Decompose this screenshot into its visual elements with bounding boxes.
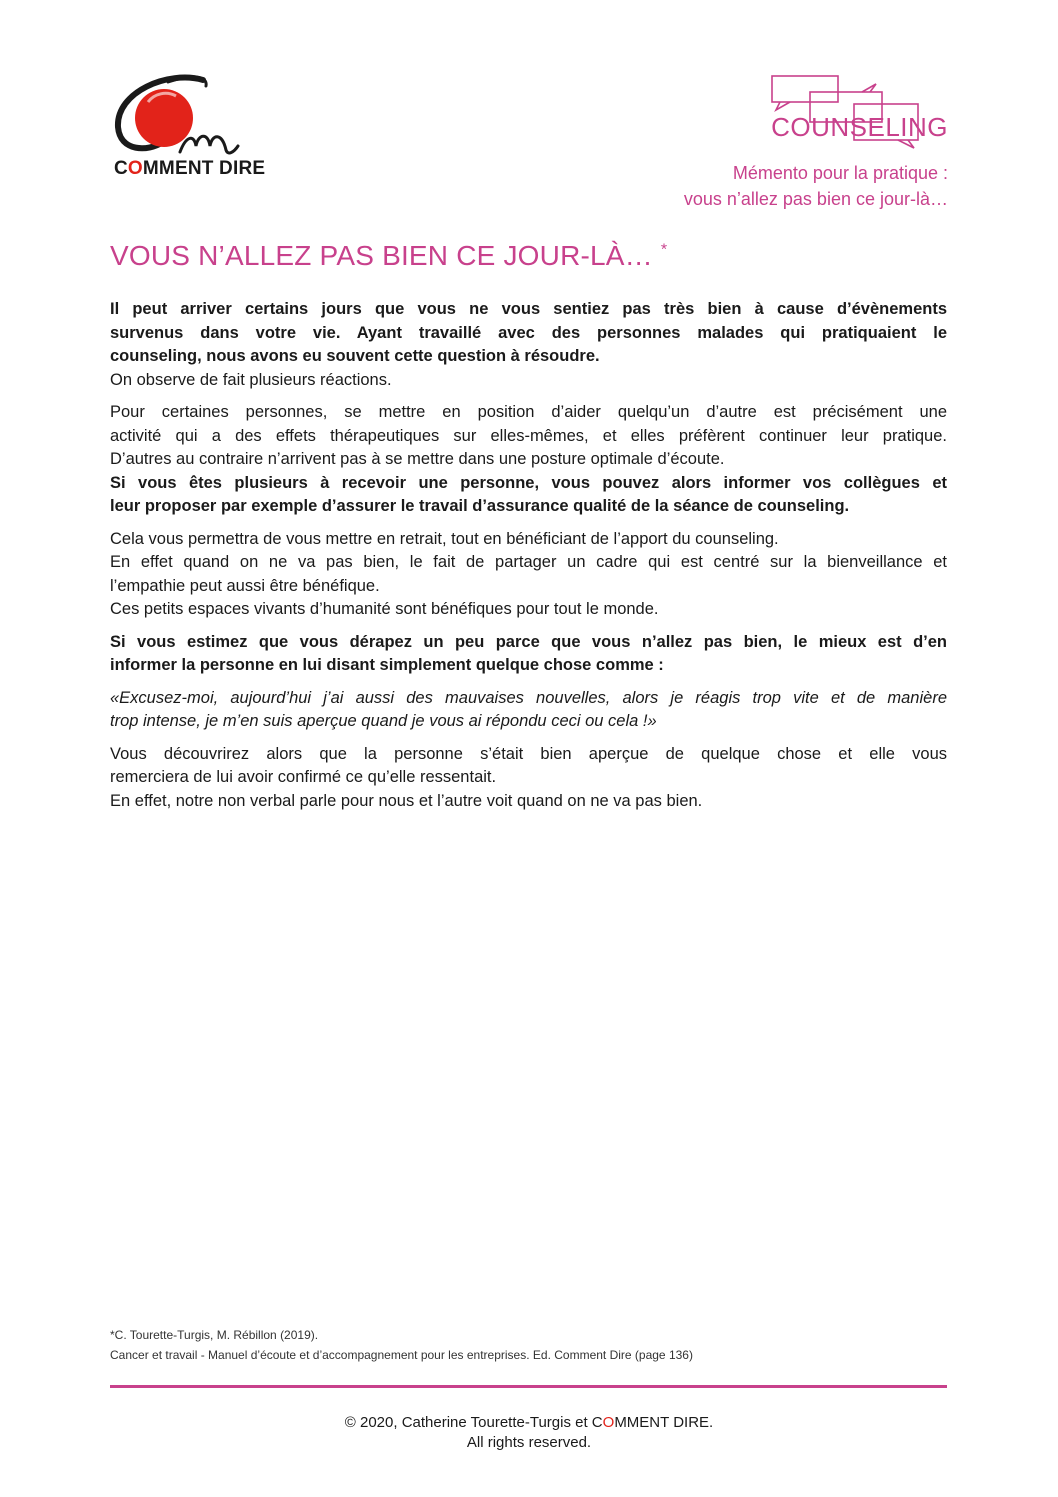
p5-line-2: remerciera de lui avoir confirmé ce qu’elle ressentait. (110, 768, 497, 786)
comment-dire-logo (108, 72, 308, 184)
quote-line-1: «Excusez-moi, aujourd’hui j’ai aussi des mauvaises nouvelles, alors je réagis trop vite et de manière (110, 688, 947, 707)
logo-emblem-icon (108, 72, 308, 162)
footnote-line-2: Cancer et travail - Manuel d’écoute et d’accompagnement pour les entreprises. Ed. Comment Dire (page 136) (110, 1348, 693, 1362)
p5-line-1: Vous découvrirez alors que la personne s’était bien aperçue de quelque chose et elle vous (110, 744, 947, 763)
paragraph-5 (110, 743, 947, 814)
footnote-line-1: *C. Tourette-Turgis, M. Rébillon (2019). (110, 1328, 319, 1342)
paragraph-3 (110, 528, 947, 622)
quote-paragraph (110, 687, 947, 734)
p2-line-1: Pour certaines personnes, se mettre en position d’aider quelqu’un d’autre est précisément une (110, 403, 947, 421)
subtitle-line-1: Mémento pour la pratique : (732, 163, 948, 183)
article-body (110, 298, 947, 822)
p2-line-3: D’autres au contraire n’arrivent pas à se mettre dans une posture optimale d’écoute. (110, 450, 725, 468)
logo-wordmark: COMMENT DIRE (114, 158, 266, 179)
copyright-footer (0, 1413, 1058, 1453)
p5-line-3: En effet, notre non verbal parle pour nous et l’autre voit quand on ne va pas bien. (110, 791, 703, 810)
p4-bold-line-1: Si vous estimez que vous dérapez un peu parce que vous n’allez pas bien, le mieux est d’en (110, 632, 947, 651)
p3-line-2: En effet quand on ne va pas bien, le fait de partager un cadre qui est centré sur la bienveillance et (110, 553, 947, 571)
copyright-line: © 2020, Catherine Tourette-Turgis et COMMENT DIRE. (344, 1414, 714, 1431)
p2-bold-line-2: leur proposer par exemple d’assurer le travail d’assurance qualité de la séance de counseling. (110, 497, 850, 515)
quote-line-2: trop intense, je m’en suis aperçue quand je vous ai répondu ceci ou cela !» (110, 712, 657, 730)
p1-bold-line-2: survenus dans votre vie. Ayant travaillé avec des personnes malades qui pratiquaient le (110, 323, 947, 342)
memento-subtitle (684, 160, 948, 212)
counseling-badge (758, 70, 948, 150)
p2-line-2: activité qui a des effets thérapeutiques sur elles-mêmes, et elles préfèrent continuer leur pratique. (110, 426, 947, 445)
p1-bold-line-1: Il peut arriver certains jours que vous ne vous sentiez pas très bien à cause d’évènements (110, 300, 947, 318)
title-footnote-marker: * (660, 241, 668, 259)
subtitle-line-2: vous n’allez pas bien ce jour-là… (683, 189, 948, 209)
p1-bold-line-3: counseling, nous avons eu souvent cette question à résoudre. (110, 347, 600, 365)
p3-line-3: l’empathie peut aussi être bénéfique. (110, 576, 380, 595)
p1-line-4: On observe de fait plusieurs réactions. (110, 370, 392, 389)
p3-line-1: Cela vous permettra de vous mettre en retrait, tout en bénéficiant de l’apport du counseling. (110, 529, 779, 548)
paragraph-2 (110, 401, 947, 519)
paragraph-4 (110, 631, 947, 678)
p2-bold-line-1: Si vous êtes plusieurs à recevoir une personne, vous pouvez alors informer vos collègues et (110, 473, 947, 492)
p3-line-4: Ces petits espaces vivants d’humanité sont bénéfiques pour tout le monde. (110, 600, 659, 618)
p4-bold-line-2: informer la personne en lui disant simplement quelque chose comme : (110, 656, 664, 674)
rights-line: All rights reserved. (466, 1434, 592, 1451)
page-title (110, 240, 667, 272)
paragraph-1 (110, 298, 947, 392)
footnote (110, 1325, 693, 1365)
counseling-label: COUNSELING (771, 112, 948, 142)
title-text: VOUS N’ALLEZ PAS BIEN CE JOUR-LÀ… (110, 240, 653, 271)
footer-divider (110, 1385, 947, 1388)
